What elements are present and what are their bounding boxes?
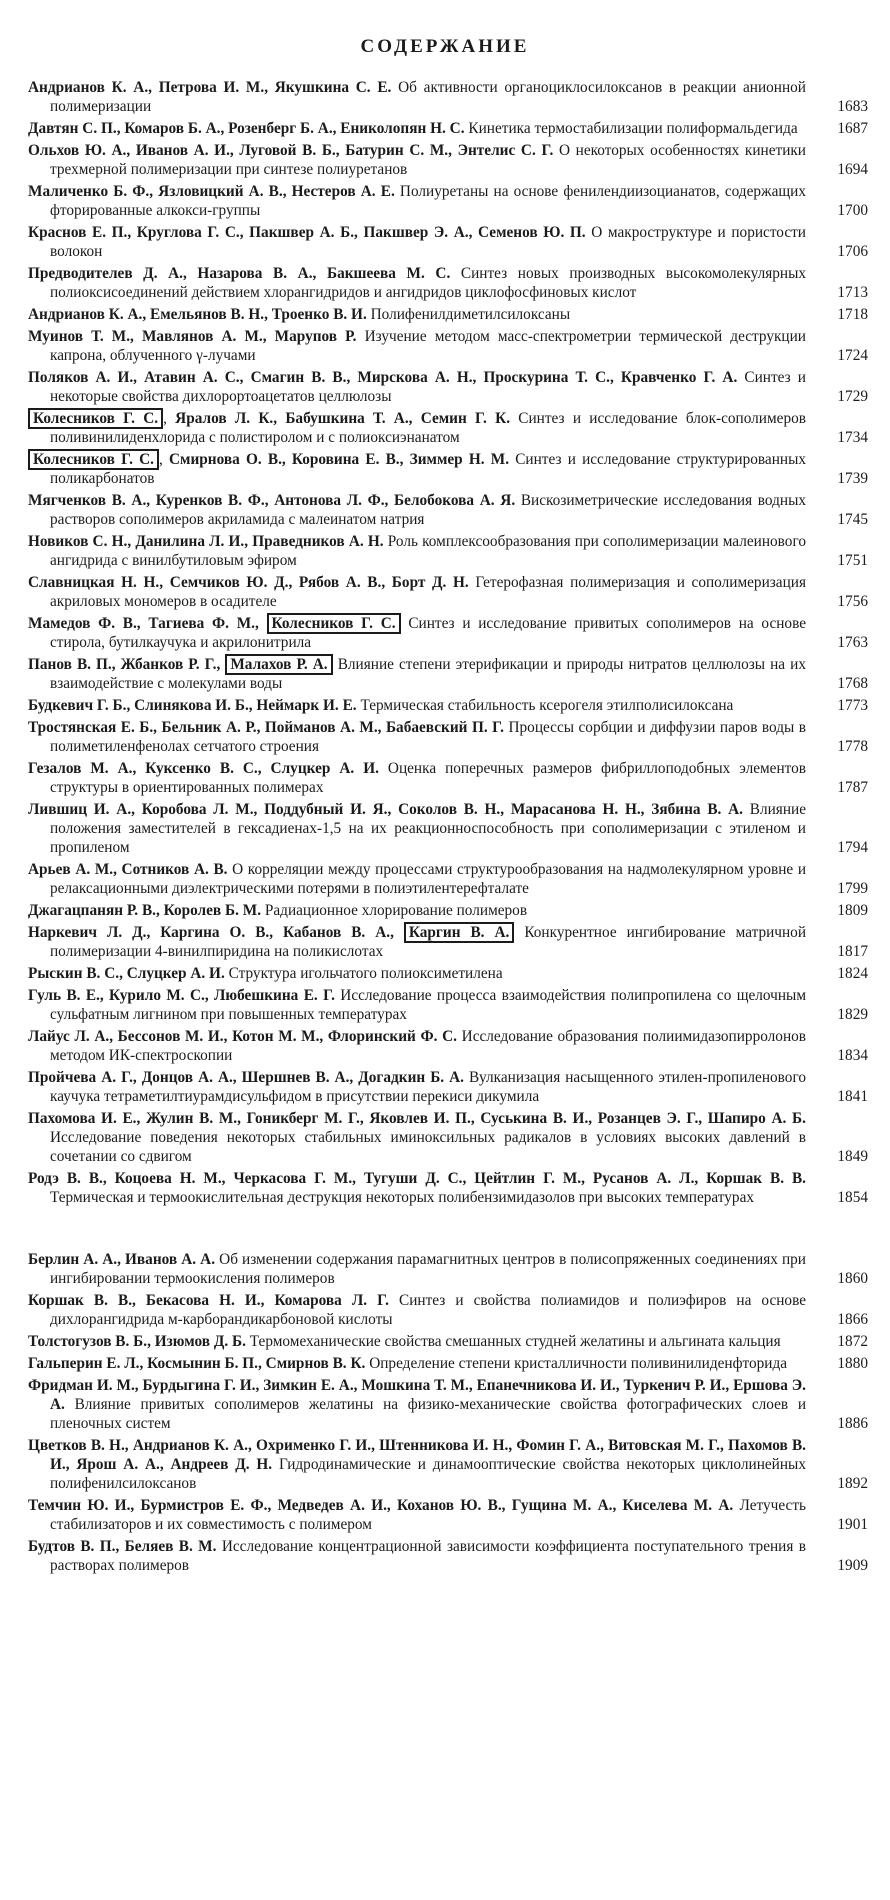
toc-entry: [28, 78, 868, 116]
toc-title: Термическая и термоокислительная деструкция некоторых полибензимидазолов при высоких температурах: [50, 1189, 755, 1206]
toc-entry: [28, 923, 868, 961]
boxed-author: Колесников Г. С.: [267, 613, 401, 634]
toc-entry-text: [28, 1496, 806, 1534]
toc-authors: Маличенко Б. Ф., Язловицкий А. В., Нестеров А. Е.: [28, 183, 395, 200]
toc-entry: [28, 368, 868, 406]
toc-entry: [28, 986, 868, 1024]
toc-entry: [28, 1027, 868, 1065]
boxed-author: Колесников Г. С.: [28, 449, 159, 470]
toc-entry: [28, 718, 868, 756]
toc-authors: Лившиц И. А., Коробова Л. М., Поддубный И. Я., Соколов В. Н., Марасанова Н. Н., Зябина В. А.: [28, 801, 743, 818]
toc-title: Кинетика термостабилизации полиформальдегида: [468, 120, 798, 137]
toc-entry-text: [28, 1436, 806, 1493]
section-gap: [28, 1210, 868, 1250]
toc-entry-text: [28, 368, 806, 406]
toc-authors: Толстогузов В. Б., Изюмов Д. Б.: [28, 1333, 246, 1350]
toc-authors: Давтян С. П., Комаров Б. А., Розенберг Б. А., Ениколопян Н. С.: [28, 120, 465, 137]
toc-title: О макроструктуре и пористости волокон: [50, 224, 806, 260]
toc-entry: [28, 860, 868, 898]
toc-entry-text: [28, 759, 806, 797]
toc-title: Определение степени кристалличности поливинилиденфторида: [369, 1355, 788, 1372]
toc-authors: Наркевич Л. Д., Каргина О. В., Кабанов В. А.,: [28, 924, 394, 941]
toc-entry: [28, 491, 868, 529]
toc-title: Процессы сорбции и диффузии паров воды в полиметиленфенолах сетчатого строения: [50, 719, 806, 755]
toc-title: Оценка поперечных размеров фибриллоподобных элементов структуры в ориентированных полимерах: [50, 760, 807, 796]
toc-entry-text: [28, 223, 806, 261]
toc-entry: [28, 1496, 868, 1534]
toc-entry: [28, 119, 868, 138]
toc-entry-text: [28, 78, 806, 116]
toc-title: Исследование образования полиимидазопирролонов методом ИК-спектроскопии: [50, 1028, 806, 1064]
toc-authors: Коршак В. В., Бекасова Н. И., Комарова Л. Г.: [28, 1292, 389, 1309]
toc-entry-text: [28, 491, 806, 529]
toc-authors: Андрианов К. А., Емельянов В. Н., Троенко В. И.: [28, 306, 367, 323]
toc-authors: Краснов Е. П., Круглова Г. С., Пакшвер А. Б., Пакшвер Э. А., Семенов Ю. П.: [28, 224, 586, 241]
toc-entry: [28, 327, 868, 365]
toc-entry-text: [28, 860, 806, 898]
toc-entry: [28, 573, 868, 611]
toc-title: Влияние степени этерификации и природы нитратов целлюлозы на их взаимодействие с молекулами воды: [50, 656, 806, 692]
boxed-author: Малахов Р. А.: [225, 654, 332, 675]
toc-entry-text: [28, 1537, 806, 1575]
toc-page-number: 1901: [837, 1516, 868, 1533]
toc-title: Структура игольчатого полиоксиметилена: [228, 965, 503, 982]
toc-entry: [28, 1537, 868, 1575]
toc-entry: [28, 614, 868, 652]
toc-authors: Джагацпанян Р. В., Королев Б. М.: [28, 902, 262, 919]
toc-entry-text: [28, 964, 806, 983]
toc-entry-text: [28, 1376, 806, 1433]
toc-entry: [28, 182, 868, 220]
toc-authors: Пахомова И. Е., Жулин В. М., Гоникберг М. Г., Яковлев И. П., Суськина В. И., Розанцев Э. Г., Шапиро А. Б.: [28, 1110, 806, 1127]
toc-title: Вискозиметрические исследования водных растворов сополимеров акриламида с малеинатом натрия: [50, 492, 806, 528]
toc-page-number: 1694: [837, 161, 868, 178]
toc-authors: Берлин А. А., Иванов А. А.: [28, 1251, 216, 1268]
toc-entry: [28, 901, 868, 920]
toc-page-number: 1866: [837, 1311, 868, 1328]
toc-title: Полифенилдиметилсилоксаны: [370, 306, 571, 323]
toc-entry: [28, 759, 868, 797]
contents-heading: СОДЕРЖАНИЕ: [360, 36, 530, 57]
toc-entry-text: [28, 901, 806, 920]
toc-page-number: 1841: [837, 1088, 868, 1105]
toc-title: Влияние привитых сополимеров желатины на физико-механические свойства фотографических слоев и пленочных систем: [50, 1396, 806, 1432]
toc-title: Об активности органоциклосилоксанов в реакции анионной полимеризации: [50, 79, 806, 115]
toc-page-number: 1687: [837, 120, 868, 137]
toc-authors: Яралов Л. К., Бабушкина Т. А., Семин Г. К.: [175, 410, 511, 427]
toc-entry-text: [28, 696, 806, 715]
toc-page-number: 1829: [837, 1006, 868, 1023]
toc-authors: Муинов Т. М., Мавлянов А. М., Марупов Р.: [28, 328, 357, 345]
toc-page-number: 1794: [837, 839, 868, 856]
toc-entry-text: [28, 182, 806, 220]
toc-entry: [28, 450, 868, 488]
toc-title: О некоторых особенностях кинетики трехмерной полимеризации при синтезе полиуретанов: [50, 142, 806, 178]
toc-entry: [28, 655, 868, 693]
toc-title: Полиуретаны на основе фенилендиизоцианатов, содержащих фторированные алкокси-группы: [50, 183, 807, 219]
toc-authors: Панов В. П., Жбанков Р. Г.,: [28, 656, 221, 673]
toc-title: О корреляции между процессами структурообразования на надмолекулярном уровне и релаксационными диэлектрическими потерями в полиэтилентерефталате: [50, 861, 807, 897]
toc-entry: [28, 305, 868, 324]
toc-entry: [28, 223, 868, 261]
toc-page-number: 1892: [837, 1475, 868, 1492]
toc-entry-text: [28, 1109, 806, 1166]
toc-page-number: 1799: [837, 880, 868, 897]
toc-entry-text: [28, 1250, 806, 1288]
toc-authors: Предводителев Д. А., Назарова В. А., Бакшеева М. С.: [28, 265, 451, 282]
toc-page-number: 1739: [837, 470, 868, 487]
toc-entry-text: [28, 1332, 806, 1351]
toc-title: Исследование поведения некоторых стабильных иминоксильных радикалов в условиях высоких давлений в сочетании со сдвигом: [50, 1129, 806, 1165]
contents-list-continued: [28, 1250, 868, 1575]
toc-authors: Фридман И. М., Бурдыгина Г. И., Зимкин Е. А., Мошкина Т. М., Епанечникова И. И., Туркенич Р. И., Ершова Э. А.: [28, 1377, 806, 1413]
toc-page-number: 1768: [837, 675, 868, 692]
toc-title: Термомеханические свойства смешанных студней желатины и альгината кальция: [249, 1333, 781, 1350]
toc-entry-text: [28, 1027, 806, 1065]
toc-authors: Славницкая Н. Н., Семчиков Ю. Д., Рябов А. В., Борт Д. Н.: [28, 574, 469, 591]
toc-title: Синтез и некоторые свойства дихлорортоацетатов целлюлозы: [50, 369, 806, 405]
toc-title: Синтез и исследование блок-сополимеров поливинилиденхлорида с полистиролом и с полиоксиэнанатом: [50, 410, 806, 446]
toc-authors: Родэ В. В., Коцоева Н. М., Черкасова Г. М., Тугуши Д. С., Цейтлин Г. М., Русанов А. Л., Коршак В. В.: [28, 1170, 806, 1187]
toc-page-number: 1834: [837, 1047, 868, 1064]
toc-entry-text: [28, 614, 806, 652]
toc-page-number: 1724: [837, 347, 868, 364]
toc-authors: Арьев А. М., Сотников А. В.: [28, 861, 228, 878]
toc-title: Термическая стабильность ксерогеля этилполисилоксана: [360, 697, 734, 714]
toc-entry-text: [28, 1068, 806, 1106]
toc-entry: [28, 532, 868, 570]
toc-entry-text: [28, 327, 806, 365]
toc-authors: Гальперин Е. Л., Космынин Б. П., Смирнов В. К.: [28, 1355, 366, 1372]
toc-authors: Мягченков В. А., Куренков В. Ф., Антонова Л. Ф., Белобокова А. Я.: [28, 492, 516, 509]
toc-title: Синтез и исследование структурированных поликарбонатов: [50, 451, 807, 487]
toc-title: Исследование концентрационной зависимости коэффициента поступательного трения в растворах полимеров: [50, 1538, 806, 1574]
toc-authors: Гезалов М. А., Куксенко В. С., Слуцкер А. И.: [28, 760, 379, 777]
toc-title: Гидродинамические и динамооптические свойства некоторых циклолинейных полифенилсилоксанов: [50, 1456, 806, 1492]
toc-entry: [28, 264, 868, 302]
toc-entry: [28, 1250, 868, 1288]
toc-entry: [28, 1068, 868, 1106]
toc-page-number: 1773: [837, 697, 868, 714]
toc-entry-text: [28, 532, 806, 570]
toc-entry-text: [28, 986, 806, 1024]
toc-page-number: 1729: [837, 388, 868, 405]
toc-authors: Андрианов К. А., Петрова И. М., Якушкина С. Е.: [28, 79, 392, 96]
toc-entry: [28, 1109, 868, 1166]
toc-title: Синтез новых производных высокомолекулярных полиоксисоединений действием хлорангидридов и ангидридов циклофосфиновых кислот: [50, 265, 807, 301]
toc-title: Радиационное хлорирование полимеров: [264, 902, 528, 919]
toc-entry-text: [28, 119, 806, 138]
toc-authors: Будкевич Г. Б., Слинякова И. Б., Неймарк И. Е.: [28, 697, 357, 714]
toc-page-number: 1860: [837, 1270, 868, 1287]
toc-page-number: 1849: [837, 1148, 868, 1165]
toc-title: Влияние положения заместителей в гексадиенах-1,5 на их реакционноспособность при сополимеризации с этиленом и пропиленом: [50, 801, 806, 856]
toc-authors: Темчин Ю. И., Бурмистров Е. Ф., Медведев А. И., Коханов Ю. В., Гущина М. А., Киселева М. А.: [28, 1497, 734, 1514]
toc-title: Об изменении содержания парамагнитных центров в полисопряженных соединениях при ингибировании термоокисления полимеров: [50, 1251, 806, 1287]
toc-authors: Гуль В. Е., Курило М. С., Любешкина Е. Г.: [28, 987, 335, 1004]
toc-entry: [28, 1354, 868, 1373]
contents-list: [28, 78, 868, 1207]
toc-title: Исследование процесса взаимодействия полипропилена со щелочным сульфатным лигнином при повышенных температурах: [50, 987, 806, 1023]
table-of-contents: [28, 78, 868, 1578]
toc-entry-text: [28, 923, 806, 961]
toc-entry-text: [28, 264, 806, 302]
toc-entry-text: [28, 800, 806, 857]
toc-page-number: 1706: [837, 243, 868, 260]
toc-page-number: 1683: [837, 98, 868, 115]
toc-entry-text: [28, 718, 806, 756]
toc-page-number: 1734: [837, 429, 868, 446]
toc-authors: Будтов В. П., Беляев В. М.: [28, 1538, 217, 1555]
toc-authors: Смирнова О. В., Коровина Е. В., Зиммер Н. М.: [169, 451, 510, 468]
toc-title: Изучение методом масс-спектрометрии термической деструкции капрона, облученного γ-лучами: [50, 328, 806, 364]
toc-page-number: 1718: [837, 306, 868, 323]
toc-title: Синтез и исследование привитых сополимеров на основе стирола, бутилкаучука и акрилонитрила: [50, 615, 806, 651]
toc-page-number: 1872: [837, 1333, 868, 1350]
toc-page-number: 1909: [837, 1557, 868, 1574]
toc-page-number: 1756: [837, 593, 868, 610]
toc-page-number: 1817: [837, 943, 868, 960]
toc-entry-text: Колесников Г. С. , Смирнова О. В., Коровина Е. В., Зиммер Н. М. Синтез и исследование структурированных поликарбонатов: [28, 450, 806, 488]
toc-page-number: 1763: [837, 634, 868, 651]
toc-authors: Пройчева А. Г., Донцов А. А., Шершнев В. А., Догадкин Б. А.: [28, 1069, 465, 1086]
toc-title: Вулканизация насыщенного этилен-пропиленового каучука тетраметилтиурамдисульфидом в присутствии перекиси дикумила: [50, 1069, 806, 1105]
toc-authors: Новиков С. Н., Данилина Л. И., Праведников А. Н.: [28, 533, 384, 550]
toc-page-number: 1824: [837, 965, 868, 982]
toc-entry: [28, 1169, 868, 1207]
toc-entry-text: [28, 655, 806, 693]
toc-entry: [28, 1376, 868, 1433]
toc-page-number: 1809: [837, 902, 868, 919]
toc-entry-text: [28, 1354, 806, 1373]
toc-entry-text: [28, 305, 806, 324]
toc-entry-text: [28, 1291, 806, 1329]
toc-title: Роль комплексообразования при сополимеризации малеинового ангидрида с винилбутиловым эфиром: [50, 533, 806, 569]
toc-title: Конкурентное ингибирование матричной полимеризации 4-винилпиридина на поликислотах: [50, 924, 807, 960]
toc-entry-text: [28, 573, 806, 611]
toc-title: Синтез и свойства полиамидов и полиэфиров на основе дихлорангидрида м-карборандикарбоновой кислоты: [50, 1292, 807, 1328]
toc-authors: Тростянская Е. Б., Бельник А. Р., Пойманов А. М., Бабаевский П. Г.: [28, 719, 504, 736]
toc-page-number: 1854: [837, 1189, 868, 1206]
toc-entry: [28, 696, 868, 715]
toc-authors: Мамедов Ф. В., Тагиева Ф. М.,: [28, 615, 259, 632]
toc-entry: [28, 964, 868, 983]
toc-entry: [28, 141, 868, 179]
toc-entry: [28, 1436, 868, 1493]
toc-authors: Лайус Л. А., Бессонов М. И., Котон М. М., Флоринский Ф. С.: [28, 1028, 457, 1045]
toc-entry-text: [28, 141, 806, 179]
toc-authors: Поляков А. И., Атавин А. С., Смагин В. В., Мирскова А. Н., Проскурина Т. С., Кравченко Г. А.: [28, 369, 738, 386]
toc-page-number: 1751: [837, 552, 868, 569]
toc-authors: Рыскин В. С., Слуцкер А. И.: [28, 965, 225, 982]
toc-page-number: 1778: [837, 738, 868, 755]
toc-page-number: 1880: [837, 1355, 868, 1372]
toc-entry-text: [28, 1169, 806, 1207]
toc-page-number: 1886: [837, 1415, 868, 1432]
toc-page-number: 1713: [837, 284, 868, 301]
toc-entry: [28, 800, 868, 857]
boxed-author: Колесников Г. С.: [28, 408, 163, 429]
toc-page-number: 1787: [837, 779, 868, 796]
boxed-author: Каргин В. А.: [404, 922, 514, 943]
toc-entry: [28, 1291, 868, 1329]
toc-entry: [28, 1332, 868, 1351]
toc-entry: [28, 409, 868, 447]
toc-authors: Ольхов Ю. А., Иванов А. И., Луговой В. Б., Батурин С. М., Энтелис С. Г.: [28, 142, 554, 159]
toc-authors: Цветков В. Н., Андрианов К. А., Охрименко Г. И., Штенникова И. Н., Фомин Г. А., Витовская М. Г., Пахомов В. И., Ярош А. А., Андреев Д. Н.: [28, 1437, 806, 1473]
toc-page-number: 1700: [837, 202, 868, 219]
toc-entry-text: Колесников Г. С. , Яралов Л. К., Бабушкина Т. А., Семин Г. К. Синтез и исследование блок-сополимеров поливинилиденхлорида с полистиролом и с полиоксиэнанатом: [28, 409, 806, 447]
toc-page-number: 1745: [837, 511, 868, 528]
toc-title: Летучесть стабилизаторов и их совместимость с полимером: [50, 1497, 806, 1533]
toc-title: Гетерофазная полимеризация и сополимеризация акриловых мономеров в осадителе: [50, 574, 806, 610]
